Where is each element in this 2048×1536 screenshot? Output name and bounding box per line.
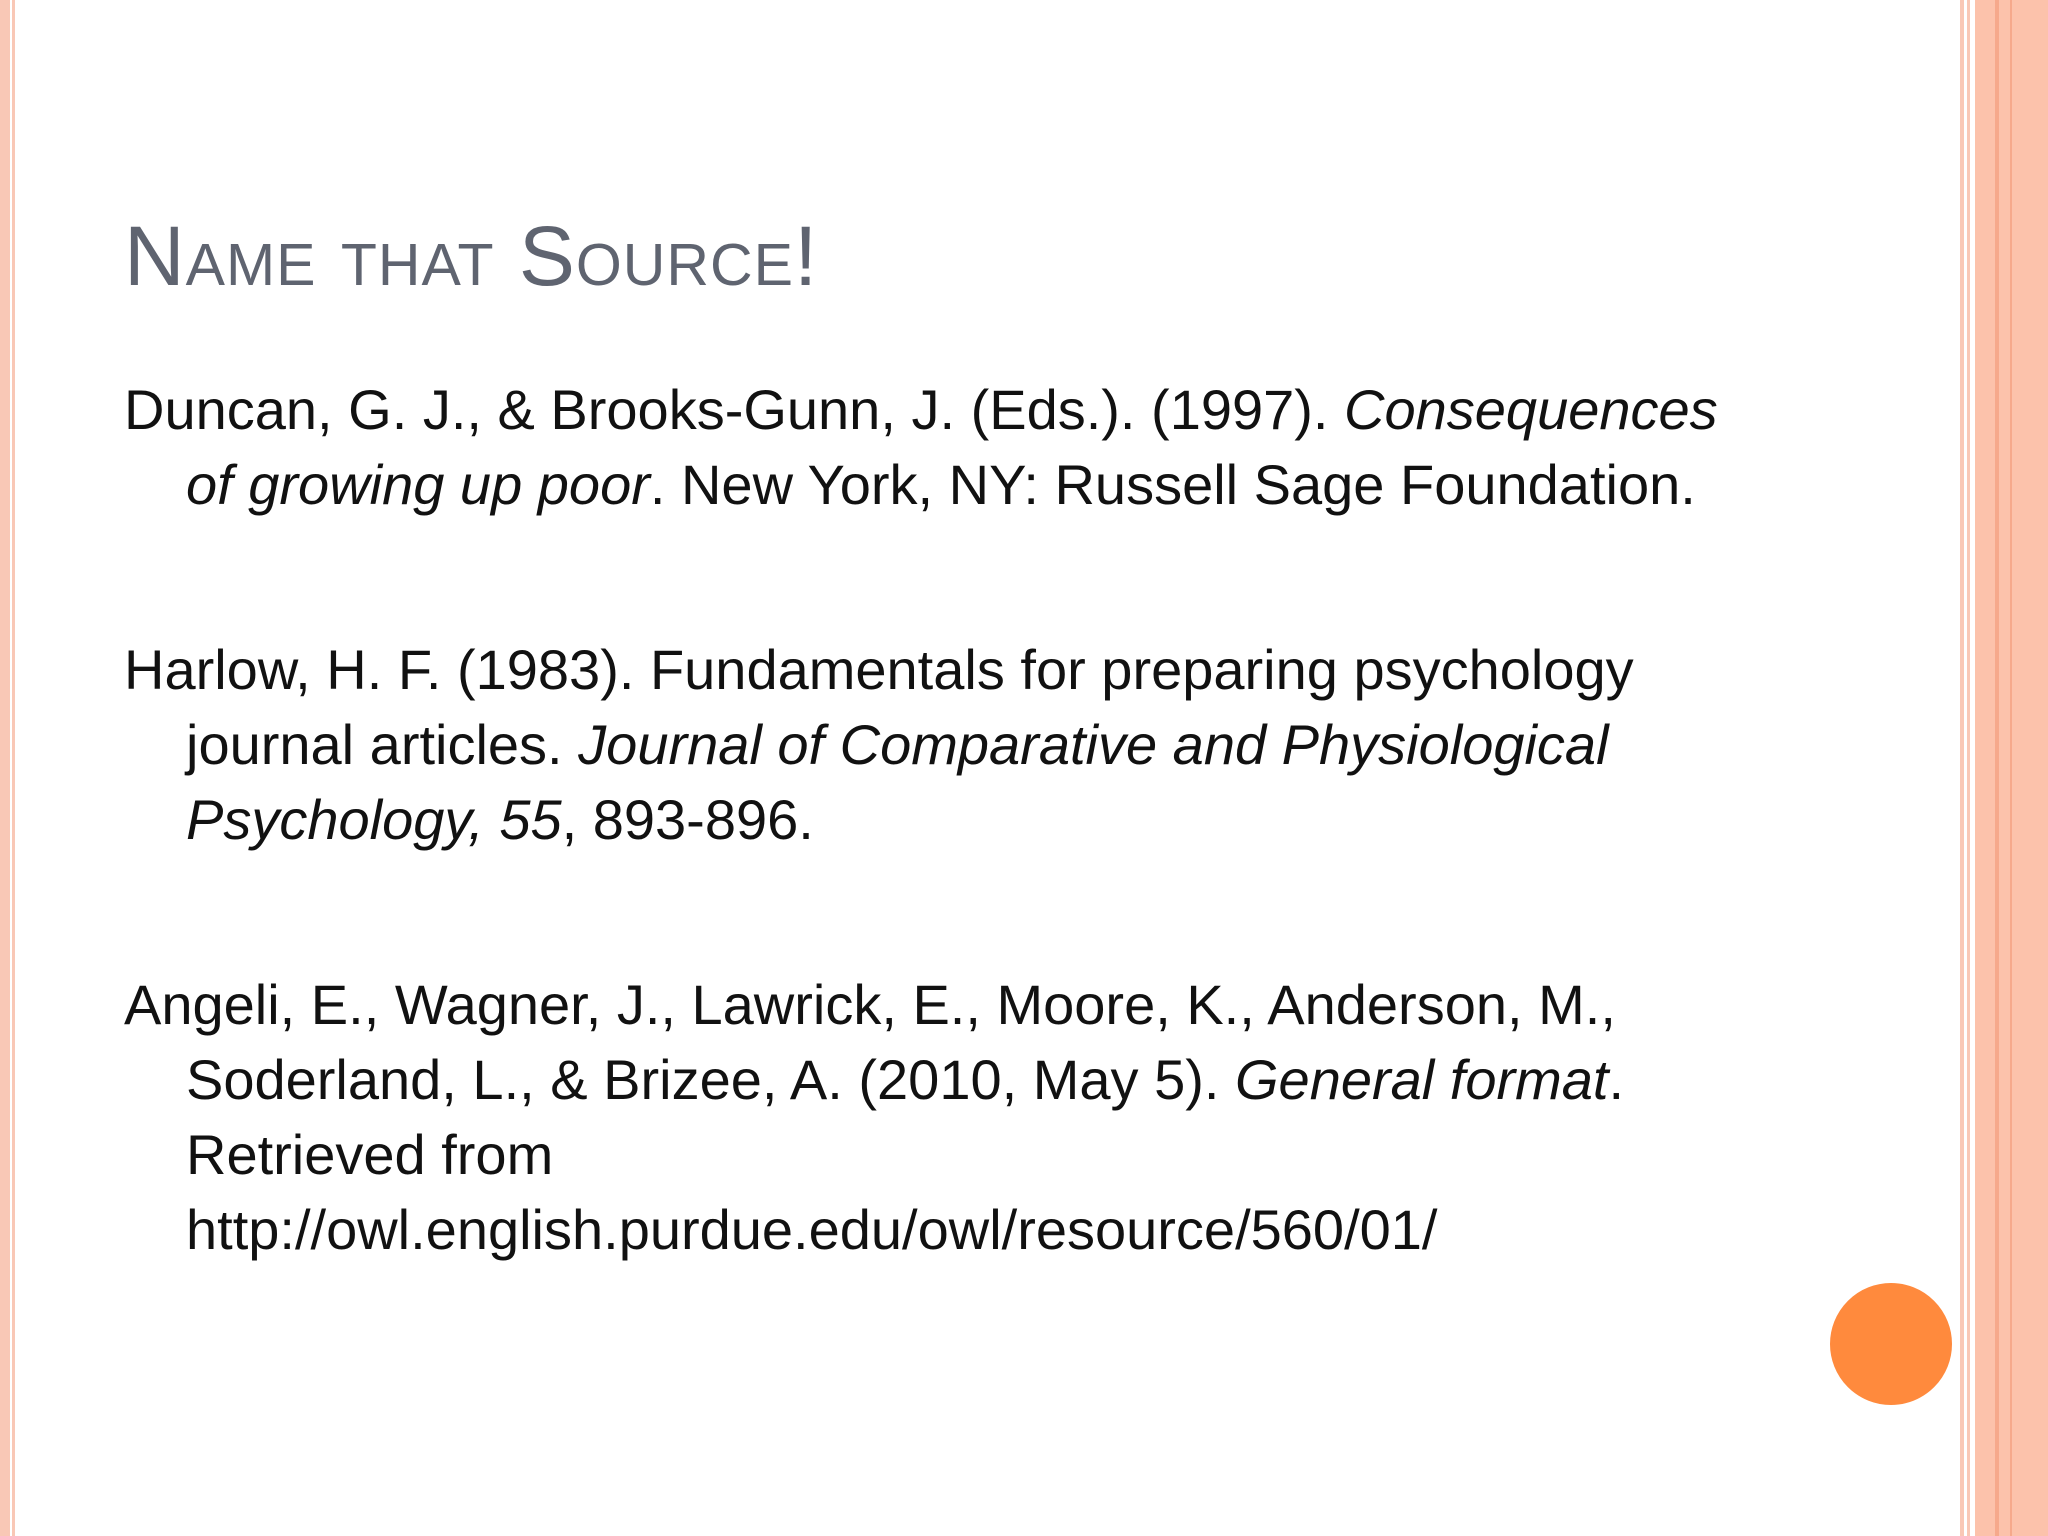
reference-harlow	[124, 632, 1764, 857]
reference-book-title: Consequences of growing up poor	[186, 378, 1718, 516]
reference-authors: Angeli, E., Wagner, J., Lawrick, E., Moore, K., Anderson, M., Soderland, L., & Brizee, A. (2010, May 5).	[124, 973, 1616, 1111]
orange-circle-decoration	[1827, 1280, 1955, 1408]
right-border-line	[1960, 0, 1964, 1536]
reference-authors: Harlow, H. F. (1983). Fundamentals for preparing psychology journal articles.	[124, 638, 1634, 776]
reference-angeli	[124, 967, 1764, 1267]
reference-retrieved: . Retrieved from	[186, 1048, 1625, 1186]
reference-authors: Duncan, G. J., & Brooks-Gunn, J. (Eds.).	[124, 378, 1136, 441]
slide-title: Name that Source!	[124, 209, 819, 303]
reference-duncan	[124, 372, 1764, 522]
left-border-line	[12, 0, 15, 1536]
reference-journal: Journal of Comparative and Physiological Psychology, 55	[186, 713, 1609, 851]
left-border-stripe	[0, 0, 10, 1536]
reference-year: (1997).	[1135, 378, 1345, 441]
reference-pages: , 893-896.	[561, 788, 814, 851]
reference-list	[124, 372, 1764, 1267]
reference-url[interactable]: http://owl.english.purdue.edu/owl/resource/560/01/	[186, 1198, 1438, 1261]
reference-page-title: General format	[1235, 1048, 1609, 1111]
right-border-line	[2010, 0, 2012, 1536]
right-border-line	[1995, 0, 1999, 1536]
reference-publisher: . New York, NY: Russell Sage Foundation.	[649, 453, 1696, 516]
right-border-line	[1967, 0, 1970, 1536]
